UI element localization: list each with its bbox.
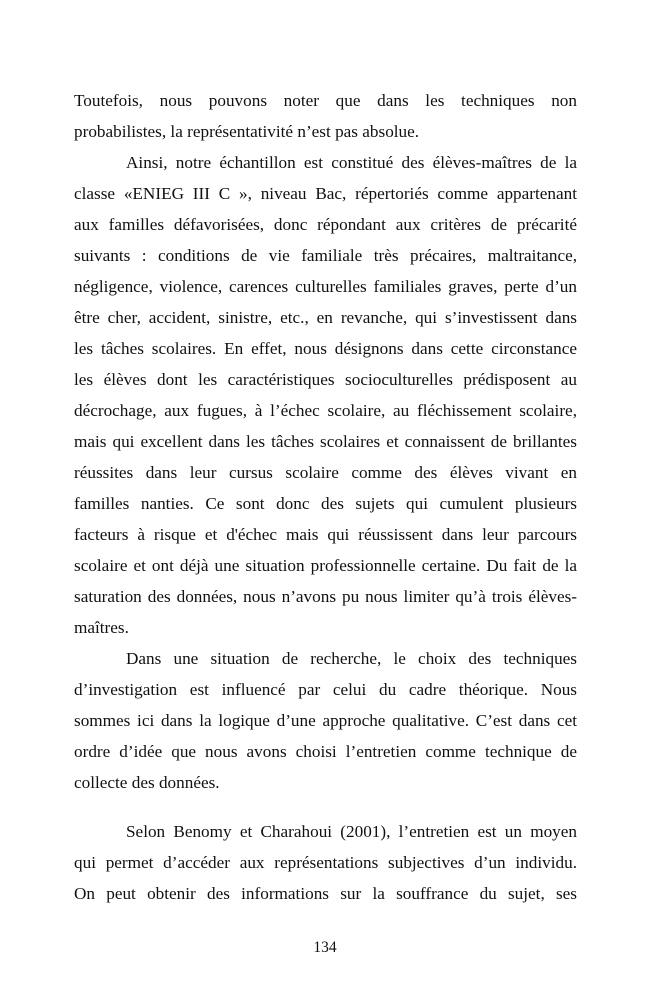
text-line: sommes ici dans la logique d’une approche qualitative. C’est dans cet (74, 711, 577, 730)
text-line: décrochage, aux fugues, à l’échec scolaire, au fléchissement scolaire, (74, 401, 577, 420)
text-line: les tâches scolaires. En effet, nous désignons dans cette circonstance (74, 339, 577, 358)
text-line: facteurs à risque et d'échec mais qui réussissent dans leur parcours (74, 525, 577, 544)
paragraph-start-line: Selon Benomy et Charahoui (2001), l’entretien est un moyen (126, 822, 577, 841)
text-line: probabilistes, la représentativité n’est pas absolue. (74, 122, 420, 141)
page-number: 134 (313, 939, 337, 956)
text-line: On peut obtenir des informations sur la souffrance du sujet, ses (74, 884, 577, 903)
text-line: négligence, violence, carences culturelles familiales graves, perte d’un (74, 277, 577, 296)
text-line: collecte des données. (74, 773, 220, 792)
text-line: suivants : conditions de vie familiale très précaires, maltraitance, (74, 246, 577, 265)
paragraph-start-line: Ainsi, notre échantillon est constitué des élèves-maîtres de la (126, 153, 577, 172)
text-line: scolaire et ont déjà une situation professionnelle certaine. Du fait de la (74, 556, 577, 575)
text-line: Toutefois, nous pouvons noter que dans les techniques non (74, 91, 577, 110)
text-line: aux familles défavorisées, donc répondant aux critères de précarité (74, 215, 577, 234)
text-line: réussites dans leur cursus scolaire comme des élèves vivant en (74, 463, 577, 482)
text-line: qui permet d’accéder aux représentations subjectives d’un individu. (74, 853, 577, 872)
text-line: classe «ENIEG III C », niveau Bac, répertoriés comme appartenant (74, 184, 577, 203)
paragraph-start-line: Dans une situation de recherche, le choix des techniques (126, 649, 577, 668)
text-line: saturation des données, nous n’avons pu nous limiter qu’à trois élèves- (74, 587, 577, 606)
text-line: maîtres. (74, 618, 129, 637)
text-line: ordre d’idée que nous avons choisi l’entretien comme technique de (74, 742, 577, 761)
text-line: d’investigation est influencé par celui du cadre théorique. Nous (74, 680, 577, 699)
text-line: familles nanties. Ce sont donc des sujets qui cumulent plusieurs (74, 494, 577, 513)
text-line: mais qui excellent dans les tâches scolaires et connaissent de brillantes (74, 432, 577, 451)
text-line: être cher, accident, sinistre, etc., en revanche, qui s’investissent dans (74, 308, 577, 327)
text-line: les élèves dont les caractéristiques socioculturelles prédisposent au (74, 370, 577, 389)
